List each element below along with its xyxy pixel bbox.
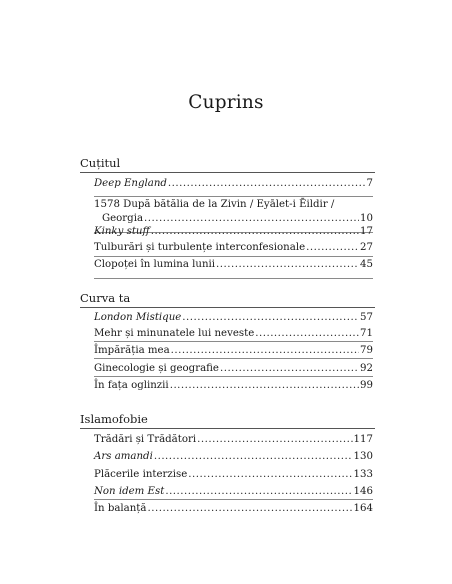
toc-entry-page: 133 — [353, 469, 373, 480]
leader-dots — [154, 450, 353, 464]
toc-entry-page: 117 — [353, 434, 373, 445]
leader-dots — [171, 344, 359, 358]
entry-divider — [94, 499, 373, 500]
section-label-islamofobie: Islamofobie — [80, 412, 148, 426]
toc-entry-page: 146 — [353, 486, 373, 497]
entry-divider — [94, 278, 373, 279]
toc-entry-title: În balanță — [94, 503, 147, 514]
toc-entry[interactable] — [94, 241, 373, 255]
toc-entry[interactable] — [94, 327, 373, 341]
toc-entry-title: London Mistique — [94, 312, 182, 323]
toc-entry-page: 45 — [360, 259, 373, 270]
leader-dots — [188, 468, 352, 482]
entry-divider — [94, 358, 373, 359]
toc-entry[interactable] — [94, 502, 373, 516]
toc-entry-page: 57 — [360, 312, 373, 323]
page-title: Cuprins — [188, 92, 264, 113]
toc-entry[interactable] — [94, 468, 373, 482]
section-divider — [80, 428, 375, 429]
entry-divider — [94, 196, 373, 197]
toc-entry[interactable] — [94, 344, 373, 358]
toc-entry-title: Mehr și minunatele lui neveste — [94, 328, 255, 339]
toc-entry-title: Plăcerile interzise — [94, 469, 188, 480]
toc-entry-title: Non idem Est — [94, 486, 165, 497]
toc-entry-page: 164 — [353, 503, 373, 514]
leader-dots — [147, 502, 352, 516]
section-divider — [80, 307, 375, 308]
toc-entry-page: 130 — [353, 451, 373, 462]
leader-dots — [144, 212, 359, 226]
toc-entry[interactable] — [94, 198, 373, 226]
leader-dots — [216, 258, 359, 272]
toc-entry[interactable] — [94, 379, 373, 393]
toc-entry-title: Ginecologie și geografie — [94, 363, 219, 374]
toc-entry-title-line1: 1578 După bătălia de la Zivin / Eyālet-i Ēildir / — [94, 199, 335, 210]
section-label-curva-ta: Curva ta — [80, 291, 131, 305]
entry-divider — [94, 256, 373, 257]
leader-dots — [220, 362, 359, 376]
toc-entry[interactable] — [94, 362, 373, 376]
toc-entry-page: 92 — [360, 363, 373, 374]
toc-entry[interactable] — [94, 433, 373, 447]
section-label-cutitul: Cuțitul — [80, 156, 121, 170]
toc-entry-page: 99 — [360, 380, 373, 391]
toc-entry[interactable] — [94, 177, 373, 191]
leader-dots — [306, 241, 359, 255]
toc-entry[interactable] — [94, 225, 373, 239]
toc-entry-page: 17 — [360, 226, 373, 237]
toc-entry-title: Trădări și Trădători — [94, 434, 197, 445]
leader-dots — [165, 485, 352, 499]
section-divider — [80, 172, 375, 173]
toc-entry-title: Kinky stuff — [94, 226, 150, 237]
toc-entry[interactable] — [94, 485, 373, 499]
entry-divider — [94, 341, 373, 342]
toc-entry-title: Ars amandi — [94, 451, 153, 462]
toc-entry[interactable] — [94, 258, 373, 272]
toc-entry[interactable] — [94, 450, 373, 464]
toc-entry-page: 71 — [360, 328, 373, 339]
leader-dots — [255, 327, 359, 341]
toc-entry-page: 27 — [360, 242, 373, 253]
toc-entry[interactable] — [94, 311, 373, 325]
toc-entry-title: Georgia — [102, 213, 144, 224]
toc-entry-title: În fața oglinzii — [94, 380, 169, 391]
leader-dots — [151, 225, 359, 239]
toc-entry-title: Tulburări și turbulențe interconfesionale — [94, 242, 306, 253]
leader-dots — [168, 177, 366, 191]
toc-entry-page: 79 — [360, 345, 373, 356]
toc-entry-page: 7 — [366, 178, 373, 189]
entry-divider — [94, 376, 373, 377]
toc-entry-page: 10 — [360, 213, 373, 224]
toc-entry-title: Împărăția mea — [94, 345, 170, 356]
leader-dots — [197, 433, 352, 447]
leader-dots — [182, 311, 359, 325]
toc-entry-title: Deep England — [94, 178, 167, 189]
toc-entry-title: Clopoței în lumina lunii — [94, 259, 216, 270]
leader-dots — [170, 379, 359, 393]
